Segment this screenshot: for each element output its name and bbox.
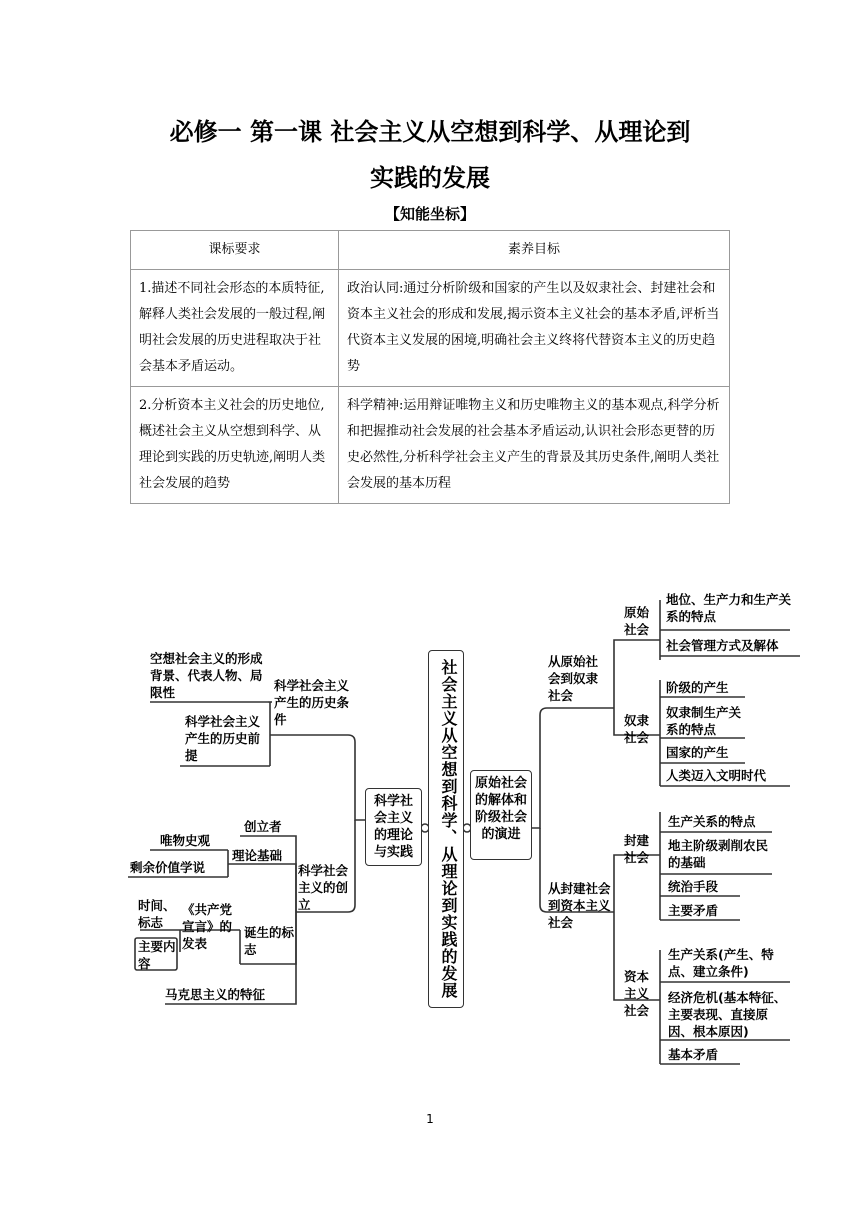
left-main-topic: 科学社会主义的理论与实践 <box>365 788 422 866</box>
node-slave: 奴隶社会 <box>624 713 650 745</box>
table-cell: 2.分析资本主义社会的历史地位,概述社会主义从空想到科学、从理论到实践的历史轨迹,阐明人类社会发展的趋势 <box>131 387 339 504</box>
leaf-birth-sign: 诞生的标志 <box>244 925 295 957</box>
leaf-slave-3: 国家的产生 <box>666 745 729 760</box>
branch-founding: 科学社会主义的创立 <box>298 863 349 912</box>
leaf-feudal-2: 地主阶级剥削农民的基础 <box>668 838 769 870</box>
section-subhead: 【知能坐标】 <box>384 205 475 223</box>
leaf-slave-4: 人类迈入文明时代 <box>666 768 767 783</box>
branch-history-conditions: 科学社会主义产生的历史条件 <box>274 678 350 727</box>
leaf-utopian: 空想社会主义的形成背景、代表人物、局限性 <box>150 651 263 700</box>
branch-feudal-to-capital: 从封建社会到资本主义社会 <box>548 881 611 930</box>
leaf-cap-3: 基本矛盾 <box>668 1047 719 1062</box>
leaf-premise: 科学社会主义产生的历史前提 <box>185 714 261 763</box>
page-title-line2: 实践的发展 <box>370 164 490 192</box>
header-cell: 素养目标 <box>339 231 730 270</box>
leaf-prim-2: 社会管理方式及解体 <box>666 638 779 653</box>
leaf-marxism-feature: 马克思主义的特征 <box>165 987 266 1002</box>
leaf-prim-1: 地位、生产力和生产关系的特点 <box>666 592 792 624</box>
node-feudal: 封建社会 <box>624 833 650 865</box>
page-number: 1 <box>426 1112 434 1126</box>
branch-primitive-to-slave: 从原始社会到奴隶社会 <box>548 654 599 703</box>
leaf-feudal-3: 统治手段 <box>668 879 719 894</box>
leaf-surplus-value: 剩余价值学说 <box>130 860 206 875</box>
node-capitalism: 资本主义社会 <box>624 969 650 1018</box>
header-cell: 课标要求 <box>131 231 339 270</box>
right-main-topic: 原始社会的解体和阶级社会的演进 <box>470 770 532 860</box>
leaf-manifesto: 《共产党宣言》的发表 <box>182 902 233 951</box>
leaf-feudal-1: 生产关系的特点 <box>668 814 756 829</box>
center-topic: 社会主义从空想到科学、从理论到实践的发展 <box>428 650 464 1008</box>
leaf-theory: 理论基础 <box>232 848 283 863</box>
leaf-feudal-4: 主要矛盾 <box>668 903 719 918</box>
leaf-slave-2: 奴隶制生产关系的特点 <box>666 705 742 737</box>
table-cell: 政治认同:通过分析阶级和国家的产生以及奴隶社会、封建社会和资本主义社会的形成和发展,揭示资本主义社会的基本矛盾,评析当代资本主义发展的困境,明确社会主义终将代替资本主义的历史趋势 <box>339 270 730 387</box>
leaf-cap-2: 经济危机(基本特征、主要表现、直接原因、根本原因) <box>668 990 787 1039</box>
leaf-historical-materialism: 唯物史观 <box>160 833 211 848</box>
leaf-cap-1: 生产关系(产生、特点、建立条件) <box>668 947 774 979</box>
table-cell: 科学精神:运用辩证唯物主义和历史唯物主义的基本观点,科学分析和把握推动社会发展的社会基本矛盾运动,认识社会形态更替的历史必然性,分析科学社会主义产生的背景及其历史条件,阐明人类社会发展的基本历程 <box>339 387 730 504</box>
table-cell: 1.描述不同社会形态的本质特征,解释人类社会发展的一般过程,阐明社会发展的历史进程取决于社会基本矛盾运动。 <box>131 270 339 387</box>
page-title-line1: 必修一 第一课 社会主义从空想到科学、从理论到 <box>169 118 691 146</box>
leaf-founder: 创立者 <box>244 819 282 834</box>
leaf-time-sign: 时间、标志 <box>138 898 176 930</box>
node-primitive: 原始社会 <box>624 605 650 637</box>
leaf-slave-1: 阶级的产生 <box>666 680 729 695</box>
leaf-main-content: 主要内容 <box>138 939 176 971</box>
